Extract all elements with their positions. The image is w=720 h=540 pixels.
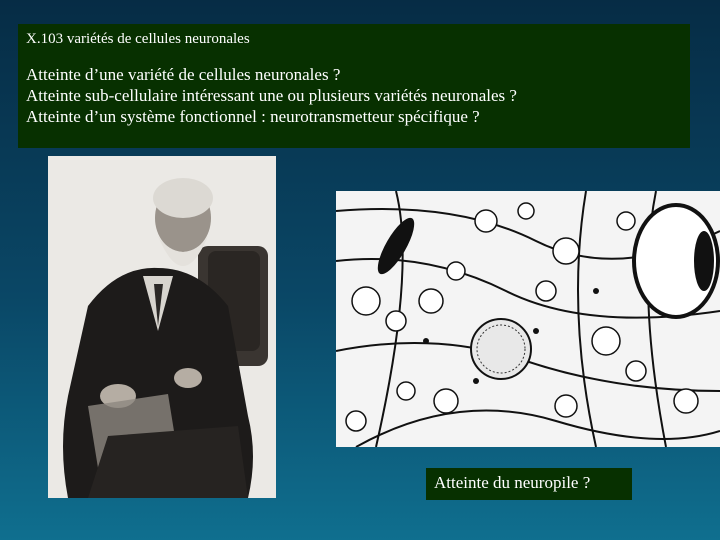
portrait-photo	[48, 156, 276, 498]
neuropil-caption: Atteinte du neuropile ?	[426, 468, 632, 500]
question-line-2: Atteinte sub-cellulaire intéressant une ou plusieurs variétés neuronales ?	[26, 86, 517, 105]
neuropil-micrograph	[336, 191, 720, 447]
header-box	[18, 24, 690, 148]
question-line-1: Atteinte d’une variété de cellules neuronales ?	[26, 65, 341, 84]
neuropil-illustration	[336, 191, 720, 447]
slide-title: X.103 variétés de cellules neuronales	[26, 31, 250, 47]
question-line-3: Atteinte d’un système fonctionnel : neurotransmetteur spécifique ?	[26, 107, 480, 126]
portrait-illustration	[48, 156, 276, 498]
